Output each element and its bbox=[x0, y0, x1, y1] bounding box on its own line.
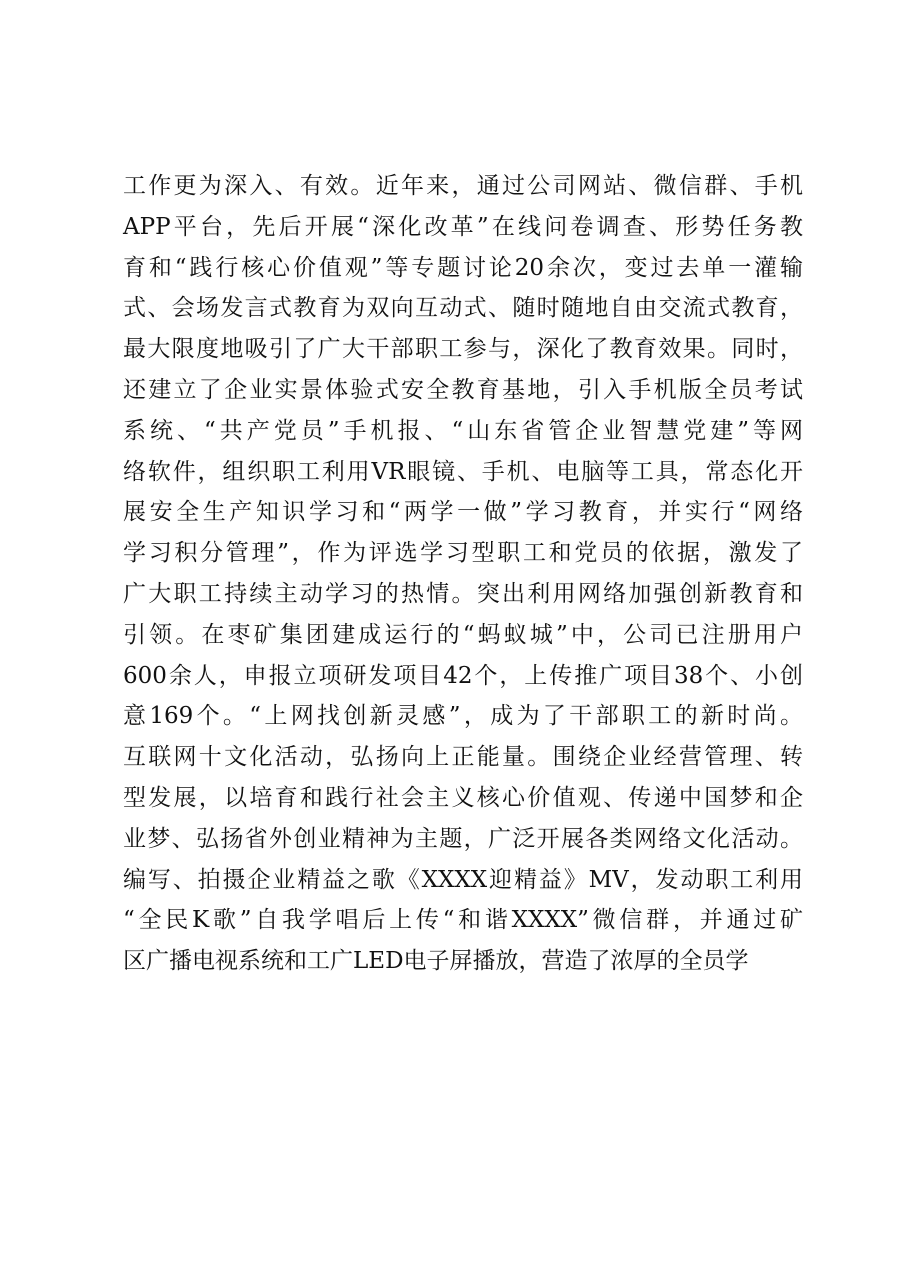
text-line: 展安全生产知识学习和“两学一做”学习教育，并实行“网络 bbox=[123, 499, 803, 526]
text-line: 业梦、弘扬省外创业精神为主题，广泛开展各类网络文化活动。 bbox=[123, 825, 803, 852]
text-line: 编写、拍摄企业精益之歌《XXXX迎精益》MV，发动职工利用 bbox=[123, 866, 803, 893]
text-line: 互联网十文化活动，弘扬向上正能量。围绕企业经营管理、转 bbox=[123, 744, 803, 771]
text-line: 系统、“共产党员”手机报、“山东省管企业智慧党建”等网 bbox=[123, 417, 803, 444]
text-line: 络软件，组织职工利用VR眼镜、手机、电脑等工具，常态化开 bbox=[123, 458, 803, 485]
text-line: 式、会场发言式教育为双向互动式、随时随地自由交流式教育， bbox=[123, 295, 803, 322]
text-line: 意169个。“上网找创新灵感”，成为了干部职工的新时尚。 bbox=[123, 703, 803, 730]
text-line: 最大限度地吸引了广大干部职工参与，深化了教育效果。同时， bbox=[123, 336, 803, 363]
text-line: 工作更为深入、有效。近年来，通过公司网站、微信群、手机 bbox=[123, 173, 803, 199]
text-line: 型发展，以培育和践行社会主义核心价值观、传递中国梦和企 bbox=[123, 784, 803, 811]
text-line: “全民K歌”自我学唱后上传“和谐XXXX”微信群，并通过矿 bbox=[123, 907, 803, 934]
text-line: 600余人，申报立项研发项目42个，上传推广项目38个、小创 bbox=[123, 662, 803, 689]
text-line: 育和“践行核心价值观”等专题讨论20余次，变过去单一灌输 bbox=[123, 254, 803, 281]
text-line: 学习积分管理”，作为评选学习型职工和党员的依据，激发了 bbox=[123, 540, 803, 567]
text-line: 引领。在枣矿集团建成运行的“蚂蚁城”中，公司已注册用户 bbox=[123, 621, 803, 648]
text-line: 还建立了企业实景体验式安全教育基地，引入手机版全员考试 bbox=[123, 376, 803, 403]
body-text bbox=[123, 166, 803, 982]
text-line: APP平台，先后开展“深化改革”在线问卷调查、形势任务教 bbox=[123, 213, 803, 240]
text-line: 广大职工持续主动学习的热情。突出利用网络加强创新教育和 bbox=[123, 580, 803, 607]
text-line: 区广播电视系统和工广LED电子屏播放，营造了浓厚的全员学 bbox=[123, 948, 749, 975]
